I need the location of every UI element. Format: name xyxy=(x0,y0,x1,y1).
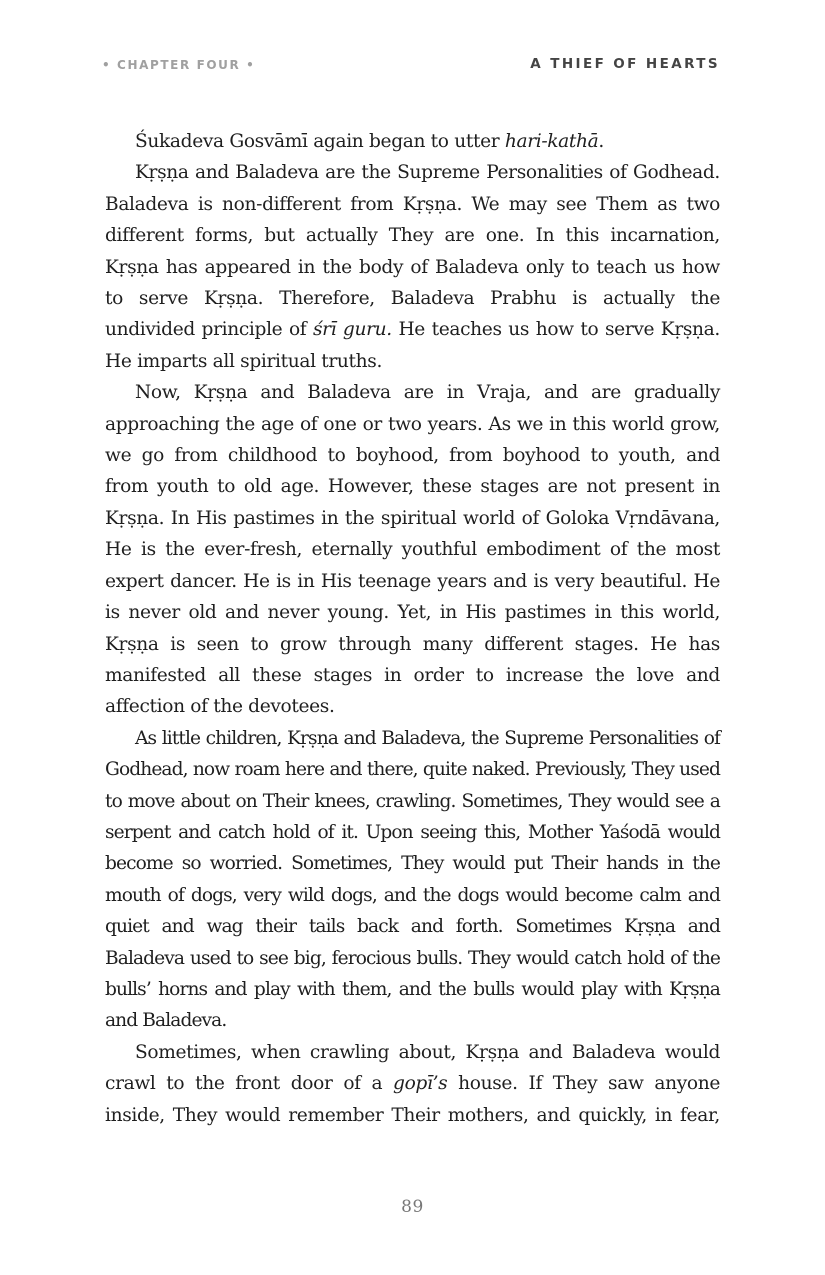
chapter-label: • CHAPTER FOUR • xyxy=(102,58,256,72)
paragraph xyxy=(105,723,720,1037)
paragraph-text: As little children, Kṛṣṇa and Baladeva, the Supreme Personalities of Godhead, now roam here and there, quite naked. Previously, They used to move about on Their knees, crawling. Sometimes, They would see a serpent and catch hold of it. Upon seeing this, Mother Yaśodā would become so worried. Sometimes, They would put Their hands in the mouth of dogs, very wild dogs, and the dogs would become calm and quiet and wag their tails back and forth. Sometimes Kṛṣṇa and Baladeva used to see big, ferocious bulls. They would catch hold of the bulls’ horns and play with them, and the bulls would play with Kṛṣṇa and Baladeva. xyxy=(105,727,720,1032)
paragraph-text: Now, Kṛṣṇa and Baladeva are in Vraja, and are gradually approaching the age of one or two years. As we in this world grow, we go from childhood to boyhood, from boyhood to youth, and from youth to old age. However, these stages are not present in Kṛṣṇa. In His pastimes in the spiritual world of Goloka Vṛndāvana, He is the ever-fresh, eternally youthful embodiment of the most expert dancer. He is in His teenage years and is very beautiful. He is never old and never young. Yet, in His pastimes in this world, Kṛṣṇa is seen to grow through many different stages. He has manifested all these stages in order to increase the love and affection of the devotees. xyxy=(105,382,720,718)
paragraph xyxy=(105,1037,720,1131)
paragraph-text: Sometimes, when crawling about, Kṛṣṇa and Baladeva would crawl to the front door of a xyxy=(105,1041,720,1095)
italic-term: gopī’s xyxy=(393,1073,448,1095)
paragraph-text: Śukadeva Gosvāmī again began to utter xyxy=(135,131,505,152)
paragraph xyxy=(105,157,720,377)
page-number: 89 xyxy=(401,1197,424,1217)
paragraph xyxy=(105,126,720,157)
paragraph-text: Kṛṣṇa and Baladeva are the Supreme Personalities of Godhead. Baladeva is non-different from Kṛṣṇa. We may see Them as two different forms, but actually They are one. In this incarnation, Kṛṣṇa has appeared in the body of Baladeva only to teach us how to serve Kṛṣṇa. Therefore, Baladeva Prabhu is actually the undivided principle of xyxy=(105,162,720,341)
body-text xyxy=(105,126,720,1131)
paragraph xyxy=(105,377,720,722)
paragraph-text: . xyxy=(598,131,604,152)
paragraph-text: house. If They saw anyone inside, They would remember Their mothers, and quickly, in fear, xyxy=(105,1073,720,1126)
running-head xyxy=(102,56,720,74)
italic-term: hari-kathā xyxy=(504,131,599,152)
paragraph-text: He teaches us how to serve Kṛṣṇa. He imparts all spiritual truths. xyxy=(105,319,720,372)
italic-term: śrī guru. xyxy=(312,319,392,341)
chapter-title: A THIEF OF HEARTS xyxy=(530,56,720,72)
